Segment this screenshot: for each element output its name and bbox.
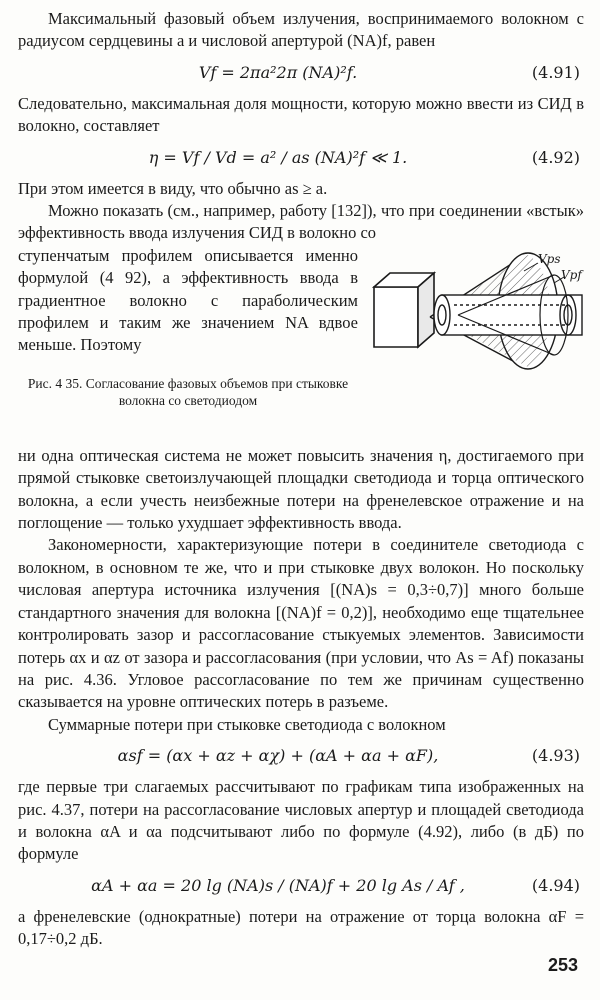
- formula-4-91-expression: Vf = 2πa²2π (NA)²f.: [198, 62, 358, 82]
- label-vpf: Vpf: [561, 267, 582, 282]
- book-page: [18, 8, 584, 951]
- paragraph-condition: При этом имеется в виду, что обычно as ≥ a.: [18, 178, 328, 198]
- formula-4-93-number: (4.93): [531, 746, 580, 766]
- paragraph-connector-losses: Закономерности, характеризующие потери в соединителе светодиода с волокном, в основном те же, что и при стыковке двух волокон. Но поскольку числовая апертура источника излучения [(NA)s = 0,3÷0,7)] много больше стандартного значения для волокна [(NA)f = 0,2)], необходимо еще тщательнее контролировать зазор и рассогласование стыкуемых элементов. Зависимости потерь αx и αz от зазора и рассогласования (при условии, что As = Af) показаны на рис. 4.36. Угловое рассогласование по тем же причинам существенно сказывается на уровне оптических потерь в разъеме.: [18, 535, 584, 712]
- paragraph-phase-volume: Максимальный фазовый объем излучения, воспринимаемого волокном с радиусом сердцевины a и числовой апертурой (NA)f, равен: [18, 9, 584, 51]
- paragraph-optical-system: ни одна оптическая система не может повысить значения η, достигаемого при прямой стыковке светоизлучающей площадки светодиода и торца оптического волокна, а если учесть неизбежные потери на френелевское отражение и на поглощение — только ухудшает эффективность ввода.: [18, 445, 584, 533]
- formula-4-94-number: (4.94): [531, 875, 580, 895]
- formula-4-92-expression: η = Vf / Vd = a² / as (NA)²f ≪ 1.: [148, 147, 408, 167]
- paragraph-max-power: Следовательно, максимальная доля мощности, которую можно ввести из СИД в волокно, составляет: [18, 93, 584, 136]
- page-number: 253: [547, 955, 578, 975]
- led-block-icon: [374, 273, 434, 347]
- paragraph-coupling-wrap: ступенчатым профилем описывается именно формулой (4 92), а эффективность ввода в градиентное волокно с параболическим профилем и таким же значением NA вдвое меньше. Поэтому: [18, 245, 358, 355]
- figure-caption: Рис. 4 35. Согласование фазовых объемов при стыковке волокна со светодиодом: [27, 375, 349, 408]
- formula-4-94: [18, 866, 584, 906]
- formula-4-91-number: (4.91): [531, 62, 580, 82]
- paragraph-fresnel: а френелевские (однократные) потери на отражение от торца волокна αF = 0,17÷0,2 дБ.: [18, 906, 584, 949]
- paragraph-coupling-lead: Можно показать (см., например, работу [132]), что при соединении «встык» эффективность ввода излучения СИД в волокно со: [18, 201, 584, 243]
- fiber-cylinder: [434, 295, 582, 335]
- figure-4-35-diagram: [368, 245, 584, 375]
- formula-4-93: [18, 736, 584, 776]
- paragraph-terms: где первые три слагаемых рассчитывают по графикам типа изображенных на рис. 4.37, потери на рассогласование числовых апертур и площадей светодиода и волокна αA и αa подсчитывают либо по формуле (4.92), либо (в дБ) по формуле: [18, 777, 584, 864]
- formula-4-92-number: (4.92): [531, 147, 580, 167]
- formula-4-91: [18, 53, 584, 93]
- paragraph-total-losses: Суммарные потери при стыковке светодиода с волокном: [48, 714, 446, 734]
- formula-4-92: [18, 138, 584, 178]
- label-vps: Vps: [538, 251, 561, 266]
- figure-block: [18, 245, 584, 445]
- formula-4-93-expression: αsf = (αx + αz + αχ) + (αA + αa + αF),: [117, 746, 439, 766]
- formula-4-94-expression: αA + αa = 20 lg (NA)s / (NA)f + 20 lg As / Af ,: [91, 875, 465, 895]
